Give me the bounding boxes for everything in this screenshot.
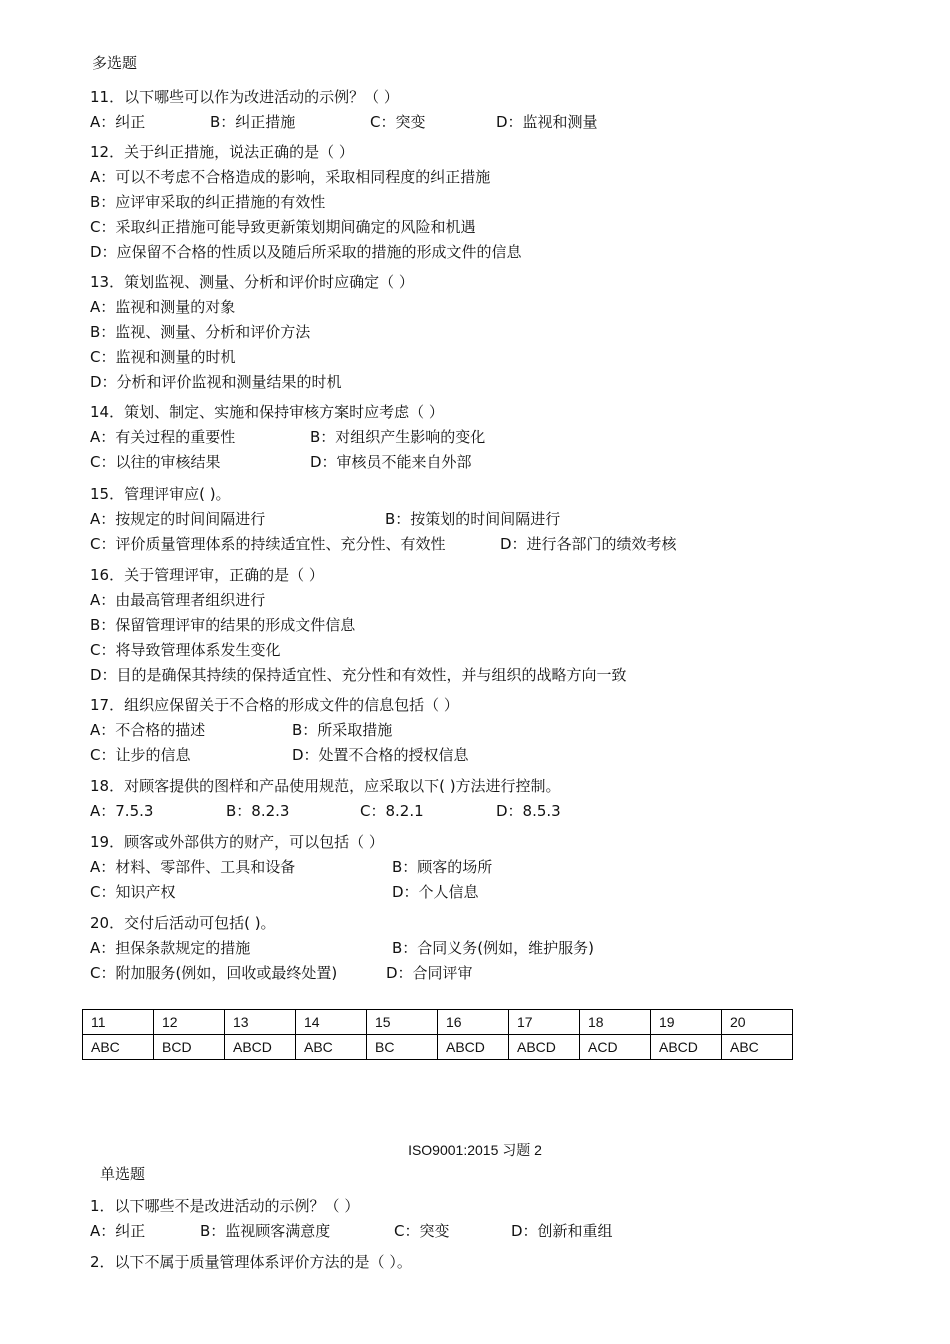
option-row xyxy=(90,663,910,688)
answer-number-cell: 17 xyxy=(509,1010,580,1035)
option: C：监视和测量的时机 xyxy=(90,348,236,366)
option: B：8.2.3 xyxy=(226,802,290,820)
question-text: 2．以下不属于质量管理体系评价方法的是（ ）。 xyxy=(90,1253,412,1271)
option-row xyxy=(90,215,910,240)
option: C：知识产权 xyxy=(90,883,176,901)
option: B：保留管理评审的结果的形成文件信息 xyxy=(90,616,356,634)
option: C：8.2.1 xyxy=(360,802,424,820)
option: D：处置不合格的授权信息 xyxy=(292,746,469,764)
option-row xyxy=(90,799,910,824)
option-row xyxy=(90,588,910,613)
question-text: 19．顾客或外部供方的财产，可以包括（ ） xyxy=(90,833,384,851)
answer-number-cell: 19 xyxy=(651,1010,722,1035)
question-q13 xyxy=(90,270,910,395)
option: A：不合格的描述 xyxy=(90,721,206,739)
option: D：进行各部门的绩效考核 xyxy=(500,535,677,553)
question-q14 xyxy=(90,400,910,475)
option-row xyxy=(90,507,910,532)
question-text: 18．对顾客提供的图样和产品使用规范，应采取以下( )方法进行控制。 xyxy=(90,777,561,795)
question-text: 13．策划监视、测量、分析和评价时应确定（ ） xyxy=(90,273,414,291)
answer-table-answer-row xyxy=(83,1035,793,1060)
option: C：突变 xyxy=(370,113,426,131)
option-row xyxy=(90,240,910,265)
answer-number-cell: 12 xyxy=(154,1010,225,1035)
answer-number-cell: 13 xyxy=(225,1010,296,1035)
option-row xyxy=(90,1219,910,1244)
question-q17 xyxy=(90,693,910,768)
answer-value-cell: ACD xyxy=(580,1035,651,1060)
option-row xyxy=(90,165,910,190)
option-row xyxy=(90,190,910,215)
section-heading-multi: 多选题 xyxy=(92,54,138,72)
option: B：应评审采取的纠正措施的有效性 xyxy=(90,193,326,211)
option-row xyxy=(90,425,910,450)
answer-table-number-row xyxy=(83,1010,793,1035)
answer-value-cell: ABC xyxy=(83,1035,154,1060)
answer-number-cell: 11 xyxy=(83,1010,154,1035)
question-text: 20．交付后活动可包括( )。 xyxy=(90,914,276,932)
option: D：创新和重组 xyxy=(511,1222,613,1240)
question-text: 16．关于管理评审，正确的是（ ） xyxy=(90,566,324,584)
question-text: 11．以下哪些可以作为改进活动的示例？（ ） xyxy=(90,88,399,106)
question-text: 12．关于纠正措施，说法正确的是（ ） xyxy=(90,143,354,161)
option: C：突变 xyxy=(394,1222,450,1240)
option-row xyxy=(90,855,910,880)
question-s2 xyxy=(90,1250,910,1275)
option: C：以往的审核结果 xyxy=(90,453,221,471)
answer-table xyxy=(82,1009,793,1060)
answer-value-cell: ABCD xyxy=(438,1035,509,1060)
option: A：担保条款规定的措施 xyxy=(90,939,251,957)
option: C：让步的信息 xyxy=(90,746,191,764)
section-heading-single: 单选题 xyxy=(100,1165,146,1183)
option-row xyxy=(90,880,910,905)
question-q18 xyxy=(90,774,910,824)
option: D：分析和评价监视和测量结果的时机 xyxy=(90,373,342,391)
question-text: 15．管理评审应( )。 xyxy=(90,485,231,503)
answer-number-cell: 15 xyxy=(367,1010,438,1035)
option: B：按策划的时间间隔进行 xyxy=(385,510,561,528)
answer-value-cell: ABCD xyxy=(651,1035,722,1060)
question-text: 14．策划、制定、实施和保持审核方案时应考虑（ ） xyxy=(90,403,444,421)
option-row xyxy=(90,320,910,345)
option-row xyxy=(90,345,910,370)
question-q15 xyxy=(90,482,910,557)
answer-number-cell: 20 xyxy=(722,1010,793,1035)
option-row xyxy=(90,370,910,395)
answer-value-cell: ABCD xyxy=(509,1035,580,1060)
option: A：有关过程的重要性 xyxy=(90,428,236,446)
option: C：采取纠正措施可能导致更新策划期间确定的风险和机遇 xyxy=(90,218,476,236)
option-row xyxy=(90,743,910,768)
answer-number-cell: 14 xyxy=(296,1010,367,1035)
question-s1 xyxy=(90,1194,910,1244)
option-row xyxy=(90,613,910,638)
question-text: 17．组织应保留关于不合格的形成文件的信息包括（ ） xyxy=(90,696,459,714)
option: C：附加服务(例如，回收或最终处置) xyxy=(90,964,338,982)
option-row xyxy=(90,532,910,557)
answer-number-cell: 16 xyxy=(438,1010,509,1035)
answer-value-cell: ABC xyxy=(296,1035,367,1060)
answer-value-cell: ABC xyxy=(722,1035,793,1060)
question-q12 xyxy=(90,140,910,265)
option: D：审核员不能来自外部 xyxy=(310,453,472,471)
option: A：7.5.3 xyxy=(90,802,154,820)
question-text: 1．以下哪些不是改进活动的示例？（ ） xyxy=(90,1197,360,1215)
option: B：合同义务(例如，维护服务) xyxy=(392,939,594,957)
option: B：顾客的场所 xyxy=(392,858,493,876)
answer-value-cell: BC xyxy=(367,1035,438,1060)
option-row xyxy=(90,718,910,743)
option: D：8.5.3 xyxy=(496,802,561,820)
option: A：纠正 xyxy=(90,1222,146,1240)
answer-value-cell: ABCD xyxy=(225,1035,296,1060)
option: D：个人信息 xyxy=(392,883,479,901)
answer-number-cell: 18 xyxy=(580,1010,651,1035)
option: B：对组织产生影响的变化 xyxy=(310,428,486,446)
option: A：监视和测量的对象 xyxy=(90,298,236,316)
question-q11 xyxy=(90,85,910,135)
option-row xyxy=(90,295,910,320)
option: D：目的是确保其持续的保持适宜性、充分性和有效性，并与组织的战略方向一致 xyxy=(90,666,627,684)
option: A：由最高管理者组织进行 xyxy=(90,591,266,609)
option: D：监视和测量 xyxy=(496,113,598,131)
option: B：监视、测量、分析和评价方法 xyxy=(90,323,311,341)
option: A：按规定的时间间隔进行 xyxy=(90,510,266,528)
option: D：合同评审 xyxy=(386,964,473,982)
question-q16 xyxy=(90,563,910,688)
option-row xyxy=(90,450,910,475)
option: C：评价质量管理体系的持续适宜性、充分性、有效性 xyxy=(90,535,446,553)
part2-title: ISO9001:2015 习题 2 xyxy=(408,1142,542,1158)
option: A：可以不考虑不合格造成的影响，采取相同程度的纠正措施 xyxy=(90,168,491,186)
question-q20 xyxy=(90,911,910,986)
option: B：监视顾客满意度 xyxy=(200,1222,331,1240)
answer-value-cell: BCD xyxy=(154,1035,225,1060)
option: A：纠正 xyxy=(90,113,146,131)
option: B：所采取措施 xyxy=(292,721,393,739)
option: D：应保留不合格的性质以及随后所采取的措施的形成文件的信息 xyxy=(90,243,522,261)
option: A：材料、零部件、工具和设备 xyxy=(90,858,296,876)
option-row xyxy=(90,936,910,961)
option: B：纠正措施 xyxy=(210,113,296,131)
question-q19 xyxy=(90,830,910,905)
option-row xyxy=(90,638,910,663)
option-row xyxy=(90,961,910,986)
option: C：将导致管理体系发生变化 xyxy=(90,641,281,659)
option-row xyxy=(90,110,910,135)
